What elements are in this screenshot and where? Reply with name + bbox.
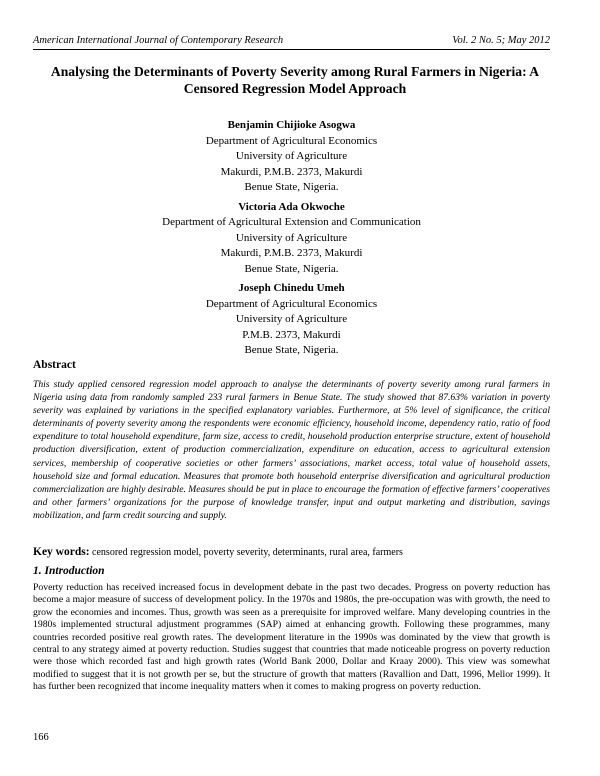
affiliation-line: P.M.B. 2373, Makurdi	[242, 328, 341, 341]
paper-title: Analysing the Determinants of Poverty Severity among Rural Farmers in Nigeria: A Censored Regression Model Approach	[50, 64, 540, 96]
author-name: Benjamin Chijioke Asogwa	[227, 119, 356, 131]
affiliation-line: Department of Agricultural Extension and Communication	[162, 216, 421, 228]
journal-name: American International Journal of Contemporary Research	[33, 35, 284, 46]
affiliation-line: Benue State, Nigeria.	[244, 181, 339, 193]
running-header	[33, 35, 550, 46]
keywords-label: Key words:	[33, 546, 90, 558]
keywords-text: censored regression model, poverty severity, determinants, rural area, farmers	[89, 547, 403, 558]
page-number: 166	[33, 732, 49, 743]
affiliation-line: University of Agriculture	[235, 150, 348, 162]
affiliation-line: Department of Agricultural Economics	[205, 134, 378, 147]
abstract-heading: Abstract	[33, 359, 76, 371]
affiliation-line: Benue State, Nigeria.	[244, 344, 339, 356]
introduction-paragraph: Poverty reduction has received increased focus in development debate in the past two decades. Progress on poverty reduction has become a major measure of success of development policy. In the 1970s and 1980s, the pre-occupation was with growth, the need to grow the economies and incomes. Thus, growth was seen as a prerequisite for improved welfare. Many developing countries in the 1980s implemented structural adjustment programmes (SAP) aimed at enhancing growth. Following these programmes, many countries recorded positive real growth rates. The development literature in the 1990s was dominated by the view that growth is central to any strategy aimed at poverty reduction. Studies suggest that countries that made noticeable progress on poverty reduction were those which recorded fast and high growth rates (World Bank 2000, Dollar and Kraay 2000). This view was somewhat modified to suggest that it is not growth per se, but the structure of growth that matters (Ravallion and Datt, 1996, Mellor 1999). It has further been recognized that income inequality matters when it comes to making progress on poverty reduction.	[33, 582, 550, 693]
author-3	[33, 281, 550, 359]
author-block	[33, 118, 550, 363]
affiliation-line: University of Agriculture	[235, 231, 348, 244]
affiliation-line: Department of Agricultural Economics	[205, 297, 378, 310]
author-name: Victoria Ada Okwoche	[238, 200, 345, 213]
abstract-text: This study applied censored regression model approach to analyse the determinants of poverty severity among rural farmers in Nigeria using data from randomly sampled 233 rural farmers in Benue State. The study showed that 87.63% variation in poverty severity was explained by variations in the specified explanatory variables. Furthermore, at 5% level of significance, the critical determinants of poverty severity among the respondents were economic efficiency, household income, dependency ratio, ratio of food expenditure to total household expenditure, farm size, access to credit, household production enterprise structure, extent of household production diversification, extent of production commercialization, expenditure on education, access to agricultural extension services, membership of cooperative societies or other farmers’ associations, market access, total value of household assets, household size and formal education. Measures that promote both household enterprise diversification and agricultural production commercialization are highly desirable. Measures should be put in place to encourage the formation of effective farmers’ cooperatives and other farmers’ organizations for the purpose of knowledge transfer, input and output marketing and distribution, savings mobilization, and farm credit sourcing and supply.	[33, 379, 550, 521]
author-name: Joseph Chinedu Umeh	[238, 282, 345, 294]
affiliation-line: University of Agriculture	[235, 313, 348, 325]
affiliation-line: Benue State, Nigeria.	[244, 262, 339, 275]
author-1	[33, 118, 550, 196]
section-heading: 1. Introduction	[33, 565, 105, 577]
keywords	[33, 546, 550, 558]
affiliation-line: Makurdi, P.M.B. 2373, Makurdi	[220, 165, 363, 178]
author-2	[33, 200, 550, 278]
affiliation-line: Makurdi, P.M.B. 2373, Makurdi	[220, 247, 363, 259]
header-rule	[33, 49, 550, 50]
volume-info: Vol. 2 No. 5; May 2012	[452, 35, 550, 46]
